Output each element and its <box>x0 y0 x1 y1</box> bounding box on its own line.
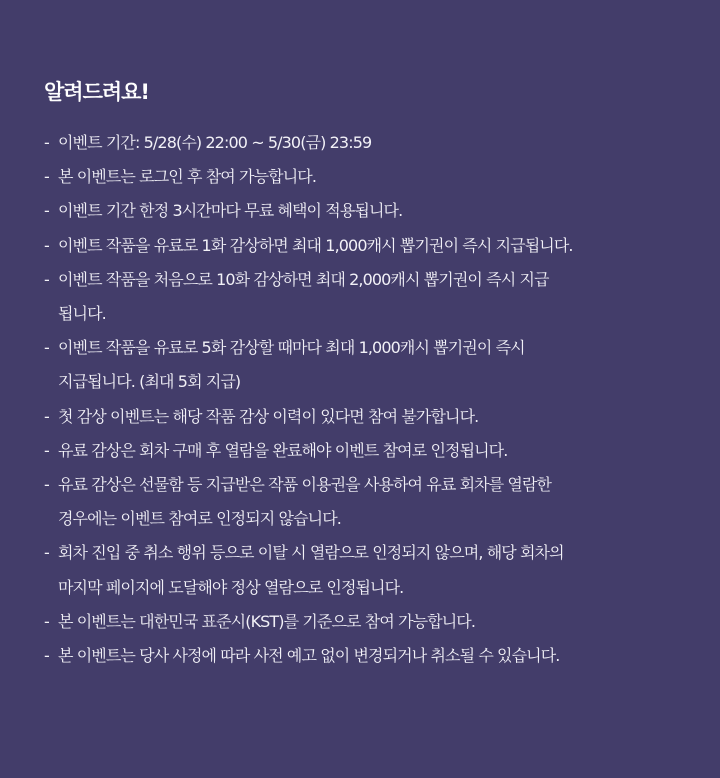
bullet-dash: - <box>44 235 49 255</box>
notice-item-text: 이벤트 작품을 유료로 1화 감상하면 최대 1,000캐시 뽑기권이 즉시 지급됩니다. <box>58 235 573 255</box>
bullet-dash: - <box>44 338 49 358</box>
notice-item-gift-ticket <box>44 468 694 536</box>
notice-list <box>44 126 694 673</box>
notice-item-first-view <box>44 400 694 434</box>
notice-item-change <box>44 639 694 673</box>
bullet-dash: - <box>44 201 49 221</box>
notice-title: 알려드려요! <box>44 80 150 104</box>
notice-item-first-10 <box>44 263 694 331</box>
notice-item-free-benefit <box>44 194 694 228</box>
notice-item-kst <box>44 605 694 639</box>
notice-item-paid-1 <box>44 229 694 263</box>
notice-item-text: 이벤트 작품을 처음으로 10화 감상하면 최대 2,000캐시 뽑기권이 즉시 지급 됩니다. <box>58 269 549 324</box>
notice-item-exit <box>44 536 694 604</box>
notice-item-text: 회차 진입 중 취소 행위 등으로 이탈 시 열람으로 인정되지 않으며, 해당 회차의 마지막 페이지에 도달해야 정상 열람으로 인정됩니다. <box>58 543 564 597</box>
notice-item-paid-view <box>44 434 694 468</box>
bullet-dash: - <box>44 646 49 666</box>
bullet-dash: - <box>44 543 49 563</box>
notice-item-text: 유료 감상은 회차 구매 후 열람을 완료해야 이벤트 참여로 인정됩니다. <box>58 440 508 460</box>
bullet-dash: - <box>44 167 49 187</box>
notice-item-login <box>44 160 694 194</box>
bullet-dash: - <box>44 269 49 289</box>
bullet-dash: - <box>44 406 49 426</box>
notice-item-period <box>44 126 694 160</box>
notice-item-text: 본 이벤트는 로그인 후 참여 가능합니다. <box>58 167 317 187</box>
bullet-dash: - <box>44 475 49 495</box>
notice-item-text: 본 이벤트는 대한민국 표준시(KST)를 기준으로 참여 가능합니다. <box>58 611 476 631</box>
bullet-dash: - <box>44 611 49 631</box>
notice-item-text: 이벤트 기간 한정 3시간마다 무료 혜택이 적용됩니다. <box>58 201 403 221</box>
notice-item-text: 본 이벤트는 당사 사정에 따라 사전 예고 없이 변경되거나 취소될 수 있습니다. <box>58 646 560 666</box>
bullet-dash: - <box>44 133 49 152</box>
bullet-dash: - <box>44 440 49 460</box>
notice-item-text: 유료 감상은 선물함 등 지급받은 작품 이용권을 사용하여 유료 회차를 열람한 경우에는 이벤트 참여로 인정되지 않습니다. <box>58 475 552 529</box>
notice-item-text: 이벤트 기간: 5/28(수) 22:00 ~ 5/30(금) 23:59 <box>58 133 372 152</box>
notice-item-text: 첫 감상 이벤트는 해당 작품 감상 이력이 있다면 참여 불가합니다. <box>58 406 479 426</box>
notice-item-text: 이벤트 작품을 유료로 5화 감상할 때마다 최대 1,000캐시 뽑기권이 즉시 지급됩니다. (최대 5회 지급) <box>58 338 525 392</box>
notice-item-paid-5 <box>44 331 694 399</box>
